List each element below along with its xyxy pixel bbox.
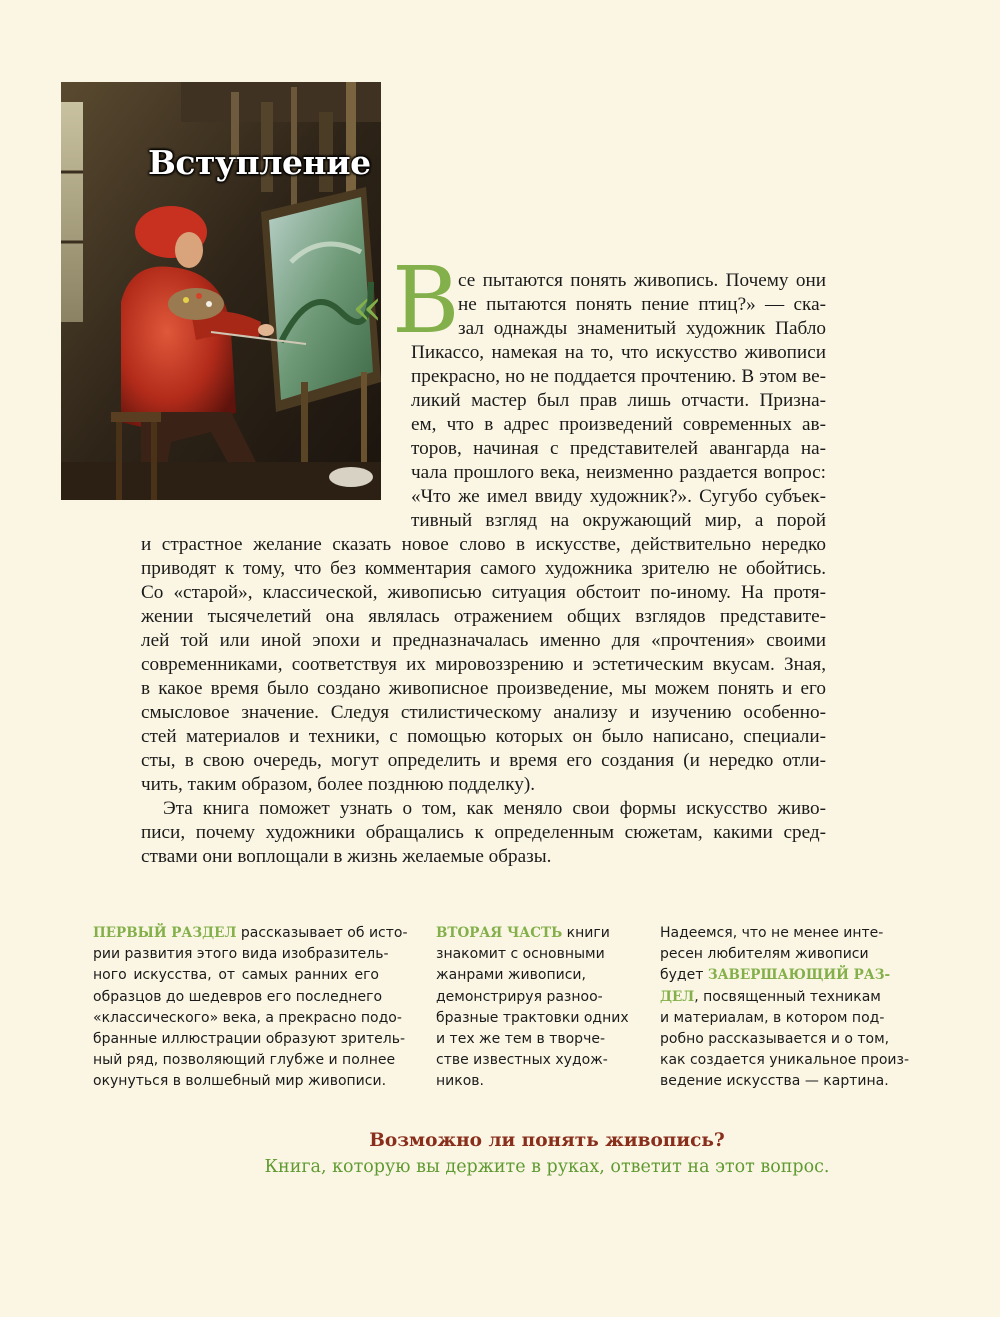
column-line: Надеемся, что не менее инте-	[660, 925, 884, 941]
body-line: «Что же имел ввиду художник?». Сугубо субъек-	[411, 486, 826, 507]
column-line: и тех же тем в творче-	[436, 1031, 606, 1048]
column-line: бразные трактовки одних	[436, 1009, 629, 1026]
body-line: тивный взгляд на окружающий мир, а порой	[411, 510, 826, 531]
dropcap-quote: «	[352, 278, 383, 336]
column-line: бранные иллюстрации образуют зритель-	[93, 1031, 406, 1048]
body-line: прекрасно, но не поддается прочтению. В этом ве-	[411, 366, 826, 387]
column-line	[660, 987, 886, 1008]
highlight-final-section: ЗАВЕРШАЮЩИЙ РАЗ-	[707, 967, 891, 984]
body-line: ликий мастер был прав лишь отчасти. Призна-	[411, 390, 826, 411]
column-line: жанрами живописи,	[436, 967, 586, 984]
column-line: рии развития этого вида изобразитель-	[93, 946, 389, 963]
column-line: стве известных худож-	[436, 1052, 608, 1069]
column-second-section	[436, 923, 629, 1093]
body-line: жении тысячелетий она являлась отражением общих взглядов представите-	[141, 606, 826, 627]
column-text: книги	[562, 925, 610, 941]
column-line: ников.	[436, 1073, 484, 1090]
body-line: Пикассо, намекая на то, что искусство живописи	[411, 342, 826, 363]
column-line: образцов до шедевров его последнего	[93, 988, 383, 1005]
body-line: не пытаются понять пение птиц?» — ска-	[458, 294, 826, 315]
body-line: писи, почему художники обращались к определенным сюжетам, какими сред-	[141, 822, 826, 843]
body-line: сты, в свою очередь, могут определить и время его создания (и нередко отли-	[141, 750, 826, 771]
column-text: будет	[660, 967, 708, 984]
body-line: приводят к тому, что без комментария самого художника зрителю не обойтись.	[141, 558, 826, 579]
body-line: стей материалов и техники, с помощью которых он было написано, специали-	[141, 726, 826, 747]
column-line: робно рассказывается и о том,	[660, 1031, 890, 1048]
column-line: ведение искусства — картина.	[660, 1073, 889, 1090]
column-line: как создается уникальное произ-	[660, 1052, 909, 1069]
body-line: зал однажды знаменитый художник Пабло	[458, 318, 826, 339]
body-line: Со «старой», классической, живописью ситуация обстоит по-иному. На протя-	[141, 582, 826, 603]
column-line: и материалам, в котором под-	[660, 1009, 885, 1026]
page-title: Вступление	[148, 143, 371, 182]
body-line: и страстное желание сказать новое слово в искусстве, действительно нередко	[141, 534, 826, 555]
column-line: окунуться в волшебный мир живописи.	[93, 1073, 387, 1090]
body-line: ем, что в адрес произведений современных ав-	[411, 414, 826, 435]
column-line: ресен любителям живописи	[660, 946, 869, 963]
column-line	[436, 923, 619, 944]
dropcap-letter: В	[392, 247, 460, 354]
closing-answer: Книга, которую вы держите в руках, ответит на этот вопрос.	[264, 1157, 830, 1177]
column-first-section	[93, 923, 408, 1093]
column-line: «классического» века, а прекрасно подо-	[93, 1009, 402, 1026]
body-line: чала прошлого века, неизменно раздается вопрос:	[411, 462, 826, 483]
column-line: ный ряд, позволяющий глубже и полнее	[93, 1052, 396, 1069]
column-final-section	[660, 923, 909, 1093]
body-line: смысловое значение. Следуя стилистическому анализу и изучению особенно-	[141, 702, 826, 723]
column-line	[660, 965, 891, 986]
body-line: торов, начиная с представителей авангарда на-	[411, 438, 826, 459]
body-line: ствами они воплощали в жизнь желаемые образы.	[141, 846, 552, 867]
column-text: рассказывает об исто-	[236, 925, 408, 941]
closing-question: Возможно ли понять живопись?	[369, 1130, 725, 1151]
column-text: , посвященный техникам	[694, 988, 881, 1005]
body-line: чить, таким образом, более позднюю подделку).	[141, 774, 536, 795]
column-line	[93, 923, 408, 944]
body-line: Эта книга поможет узнать о том, как меняло свои формы искусство живо-	[163, 798, 826, 819]
body-line: современниками, соответствуя их мировоззрению и эстетическим вкусам. Зная,	[141, 654, 826, 675]
highlight-final-section-end: ДЕЛ	[660, 988, 695, 1005]
column-line: знакомит с основными	[436, 946, 605, 963]
body-line: се пытаются понять живопись. Почему они	[458, 270, 826, 291]
highlight-first-section: ПЕРВЫЙ РАЗДЕЛ	[93, 925, 237, 941]
body-line: в какое время было создано живописное произведение, мы можем понять и его	[141, 678, 826, 699]
highlight-second-section: ВТОРАЯ ЧАСТЬ	[436, 925, 563, 941]
column-line: демонстрируя разноо-	[436, 988, 603, 1005]
body-line: лей той или иной эпохи и предназначалась именно для «прочтения» своими	[141, 630, 826, 651]
column-line: ного искусства, от самых ранних его	[93, 967, 379, 984]
